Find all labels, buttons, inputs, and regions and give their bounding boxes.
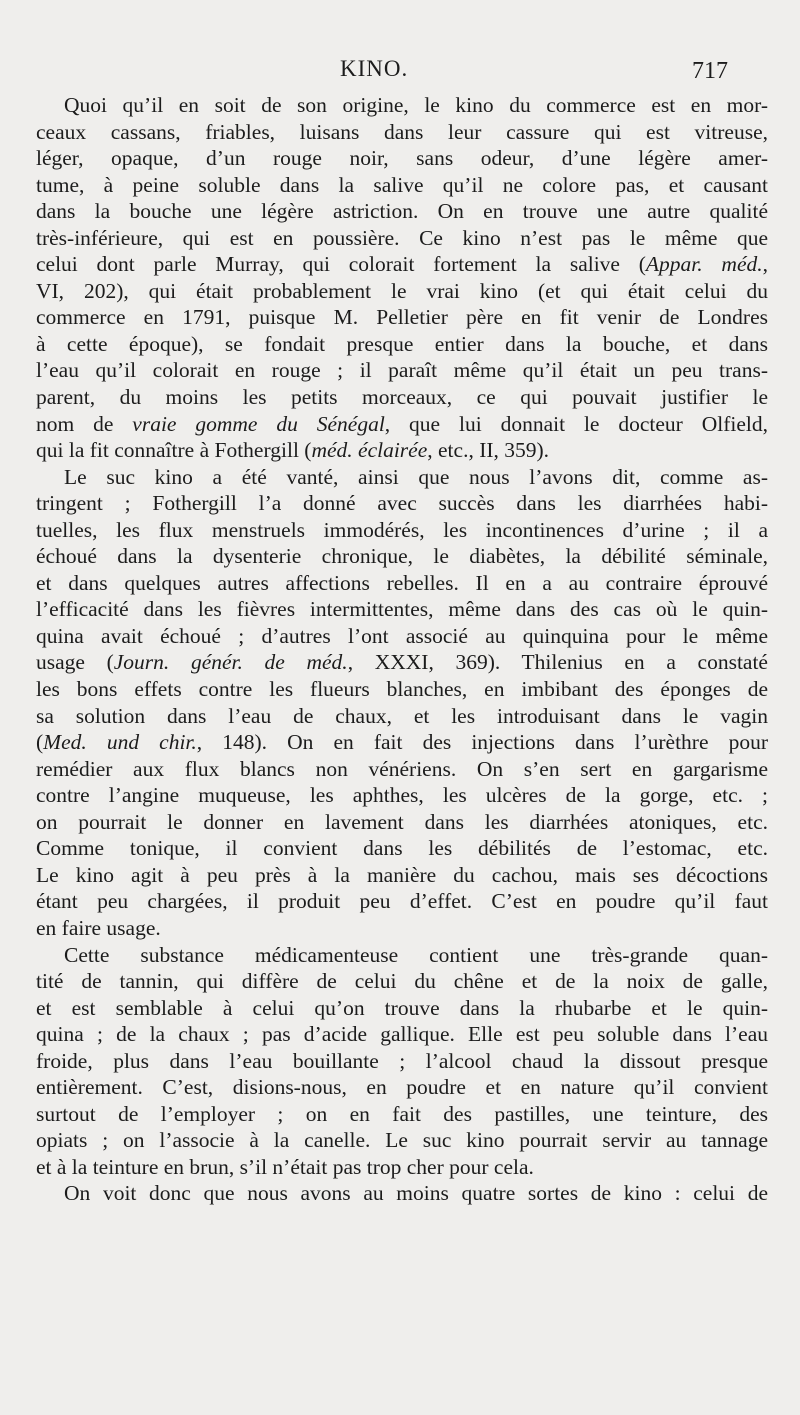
text-line: sa solution dans l’eau de chaux, et les introduisant dans le vagin xyxy=(36,703,768,728)
italic-citation: méd. éclairée xyxy=(311,438,428,463)
text-line: Comme tonique, il convient dans les débilités de l’estomac, etc. xyxy=(36,836,768,861)
text-line: Le kino agit à peu près à la manière du cachou, mais ses décoctions xyxy=(36,862,768,887)
text-line: remédier aux flux blancs non vénériens. On s’en sert en gargarisme xyxy=(36,756,768,781)
text-line: l’efficacité dans les fièvres intermittentes, même dans des cas où le quin- xyxy=(36,597,768,622)
text-line: les bons effets contre les flueurs blanches, en imbibant des éponges de xyxy=(36,677,768,702)
text-line: ceaux cassans, friables, luisans dans leur cassure qui est vitreuse, xyxy=(36,119,768,144)
text-line: surtout de l’employer ; on en fait des pastilles, une teinture, des xyxy=(36,1101,768,1126)
text-line: opiats ; on l’associe à la canelle. Le suc kino pourrait servir au tannage xyxy=(36,1128,768,1153)
text-line: Quoi qu’il en soit de son origine, le kino du commerce est en mor- xyxy=(64,93,768,117)
text-line: On voit donc que nous avons au moins quatre sortes de kino : celui de xyxy=(64,1181,768,1206)
italic-citation: Appar. méd. xyxy=(645,252,763,277)
text-line: étant peu chargées, il produit peu d’effet. C’est en poudre qu’il faut xyxy=(36,889,768,914)
text-line: (Med. und chir., 148). On en fait des injections dans l’urèthre pour xyxy=(36,730,769,755)
text-line: on pourrait le donner en lavement dans les diarrhées atoniques, etc. xyxy=(36,809,768,834)
text-line: usage (Journ. génér. de méd., XXXI, 369). Thilenius en a constaté xyxy=(36,650,768,675)
italic-citation: Journ. génér. de méd. xyxy=(113,650,348,675)
text-line: et est semblable à celui qu’on trouve dans la rhubarbe et le quin- xyxy=(36,995,768,1020)
text-line: froide, plus dans l’eau bouillante ; l’alcool chaud la dissout presque xyxy=(36,1048,768,1073)
text-line: léger, opaque, d’un rouge noir, sans odeur, d’une légère amer- xyxy=(36,146,768,171)
text-line: contre l’angine muqueuse, les aphthes, les ulcères de la gorge, etc. ; xyxy=(36,783,768,808)
running-head: KINO. xyxy=(340,56,409,81)
text-line: celui dont parle Murray, qui colorait fortement la salive (Appar. méd., xyxy=(36,252,768,277)
text-line: et à la teinture en brun, s’il n’était pas trop cher pour cela. xyxy=(36,1154,534,1179)
text-line: nom de vraie gomme du Sénégal, que lui donnait le docteur Olfield, xyxy=(36,411,768,436)
text-line: très-inférieure, qui est en poussière. Ce kino n’est pas le même que xyxy=(36,225,768,250)
paragraph-conclusion xyxy=(36,1180,768,1207)
body-text xyxy=(36,92,768,1207)
text-line: entièrement. C’est, disions-nous, en poudre et en nature qu’il convient xyxy=(36,1075,768,1100)
text-line: qui la fit connaître à Fothergill (méd. éclairée, etc., II, 359). xyxy=(36,438,550,463)
text-line: Cette substance médicamenteuse contient une très-grande quan- xyxy=(64,942,768,967)
text-line: échoué dans la dysenterie chronique, le diabètes, la débilité séminale, xyxy=(36,544,768,569)
paragraph-uses xyxy=(36,464,768,942)
text-line: à cette époque), se fondait presque entier dans la bouche, et dans xyxy=(36,331,768,356)
text-line: dans la bouche une légère astriction. On en trouve une autre qualité xyxy=(36,199,768,224)
text-line: parent, du moins les petits morceaux, ce qui pouvait justifier le xyxy=(36,385,768,410)
italic-citation: vraie gomme du Sénégal xyxy=(132,411,385,436)
text-line: tume, à peine soluble dans la salive qu’il ne colore pas, et causant xyxy=(36,172,768,197)
paragraph-composition xyxy=(36,942,768,1181)
text-line: tuelles, les flux menstruels immodérés, les incontinences d’urine ; il a xyxy=(36,517,768,542)
paragraph-origin xyxy=(36,92,768,464)
text-line: en faire usage. xyxy=(36,915,161,940)
text-line: tité de tannin, qui diffère de celui du chêne et de la noix de galle, xyxy=(36,969,768,994)
text-line: quina ; de la chaux ; pas d’acide gallique. Elle est peu soluble dans l’eau xyxy=(36,1022,768,1047)
text-line: tringent ; Fothergill l’a donné avec succès dans les diarrhées habi- xyxy=(36,491,768,516)
text-line: VI, 202), qui était probablement le vrai kino (et qui était celui du xyxy=(36,278,768,303)
text-line: quina avait échoué ; d’autres l’ont associé au quinquina pour le même xyxy=(36,623,768,648)
text-line: et dans quelques autres affections rebelles. Il en a au contraire éprouvé xyxy=(36,570,768,595)
page-header xyxy=(0,56,800,90)
italic-citation: Med. und chir. xyxy=(43,730,197,755)
text-line: l’eau qu’il colorait en rouge ; il paraît même qu’il était un peu trans- xyxy=(36,358,768,383)
text-line: commerce en 1791, puisque M. Pelletier père en fit venir de Londres xyxy=(36,305,768,330)
text-line: Le suc kino a été vanté, ainsi que nous l’avons dit, comme as- xyxy=(64,464,768,489)
page-number: 717 xyxy=(692,58,728,84)
